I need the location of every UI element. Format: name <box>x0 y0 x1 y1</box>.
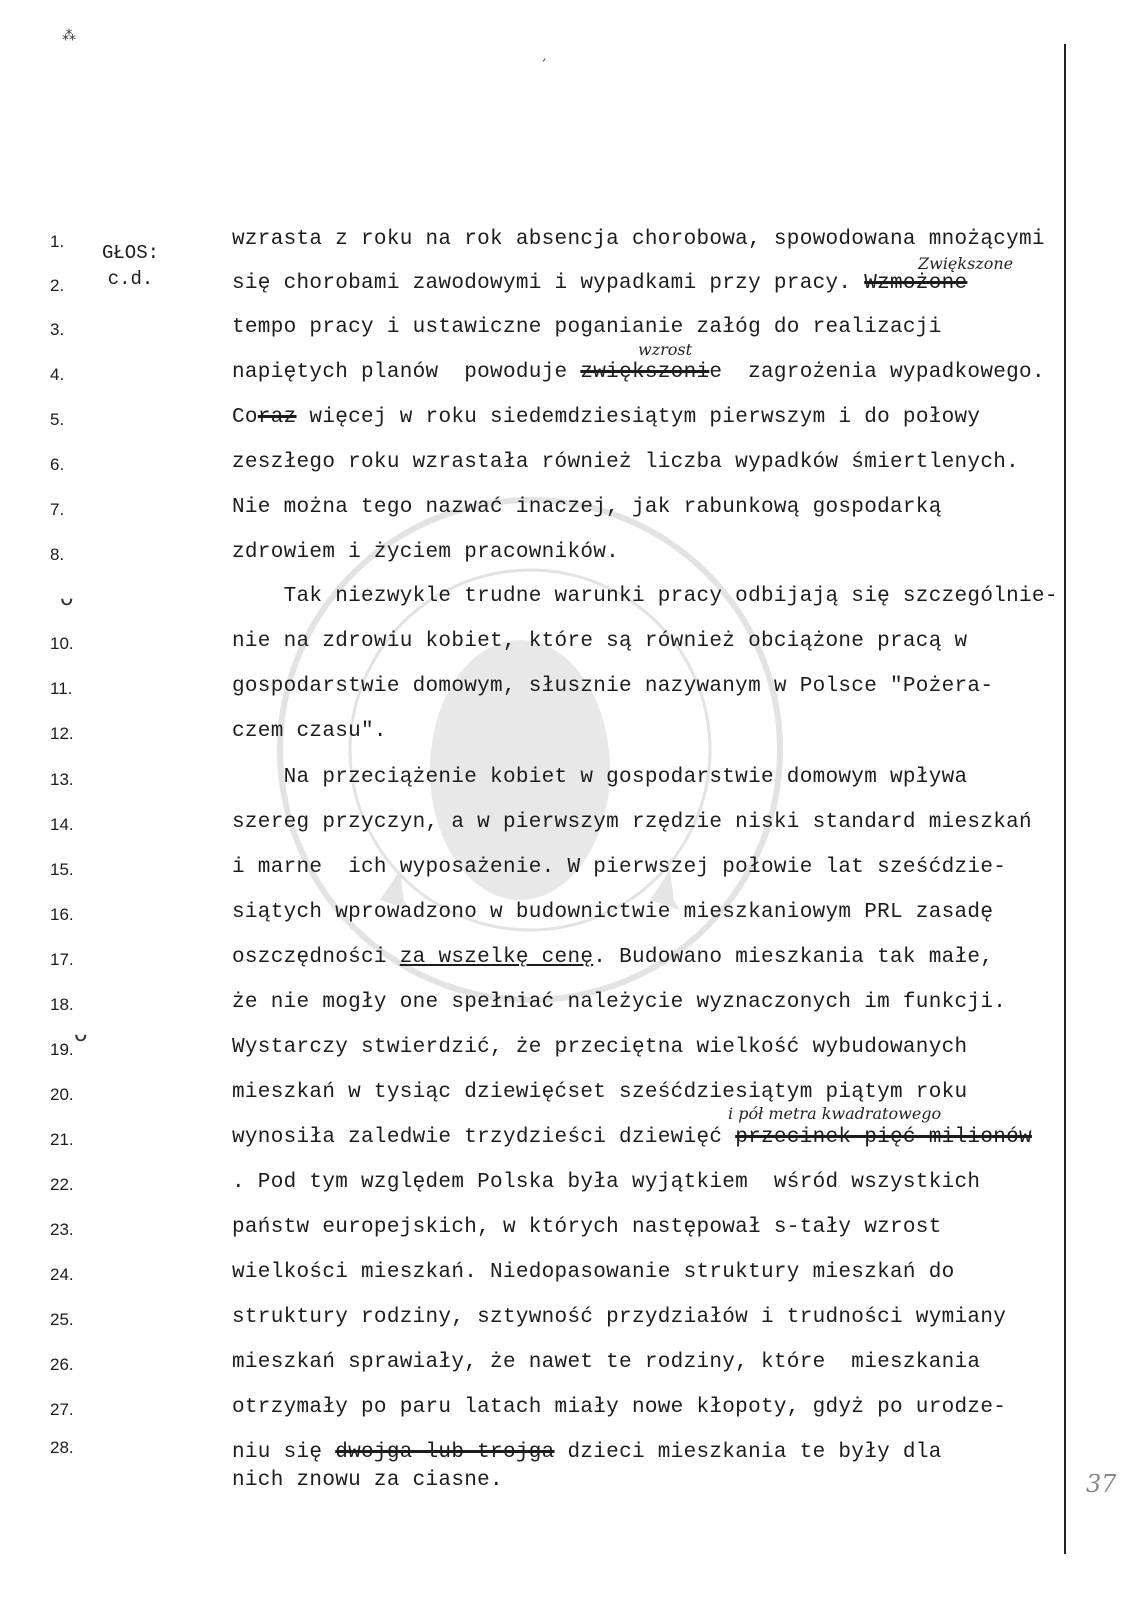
underlined-phrase: za wszelkę cenę <box>399 946 594 969</box>
text-line-7: Nie można tego nazwać inaczej, jak rabunkową gospodarką <box>232 496 942 519</box>
text-line-8: zdrowiem i życiem pracowników. <box>232 541 620 564</box>
scan-speck: ˏ <box>540 46 547 62</box>
text-line-21 <box>232 1126 1032 1149</box>
text-segment: więcej w roku siedemdziesiątym pierwszym i do połowy <box>296 406 981 429</box>
struck-phrase: dwojga lub trojga <box>335 1441 555 1464</box>
text-line-20: mieszkań w tysiąc dziewięćset sześćdziesiątym piątym roku <box>232 1081 968 1104</box>
text-segment: e zagrożenia wypadkowego. <box>709 361 1045 384</box>
line-number: 22. <box>50 1175 74 1194</box>
text-line-22: . Pod tym względem Polska była wyjątkiem wśród wszystkich <box>232 1171 981 1194</box>
line-number: 1. <box>50 232 65 251</box>
page-number: 37 <box>1086 1470 1117 1498</box>
text-line-12: czem czasu". <box>232 720 387 743</box>
text-line-24: wielkości mieszkań. Niedopasowanie struktury mieszkań do <box>232 1261 955 1284</box>
line-number: 14. <box>50 815 74 834</box>
line-number: 19. <box>50 1040 74 1059</box>
text-line-5 <box>232 406 980 429</box>
line-number: 18. <box>50 995 74 1014</box>
handwritten-insertion: Zwiększone <box>918 254 1014 273</box>
scan-speck: ⁂ <box>62 28 76 44</box>
text-line-25: struktury rodziny, sztywność przydziałów i trudności wymiany <box>232 1306 1007 1329</box>
text-segment: się chorobami zawodowymi i wypadkami przy pracy. <box>232 272 865 295</box>
line-number: 23. <box>50 1220 74 1239</box>
line-number: 12. <box>50 724 74 743</box>
line-number: 10. <box>50 634 74 653</box>
text-line-16: siątych wprowadzono w budownictwie mieszkaniowym PRL zasadę <box>232 901 994 924</box>
speaker-name: GŁOS: <box>102 242 160 264</box>
line-number: 11. <box>50 679 73 698</box>
line-number: 26. <box>50 1355 74 1374</box>
text-segment: . Budowano mieszkania tak małe, <box>593 946 994 969</box>
line-number: 6. <box>50 455 65 474</box>
line-number: 25. <box>50 1310 74 1329</box>
line-number: 13. <box>50 770 74 789</box>
speaker-label <box>102 240 159 292</box>
text-segment: Co <box>232 406 258 429</box>
line-number: 24. <box>50 1265 74 1284</box>
line-number: 15. <box>50 860 74 879</box>
text-line-13: Na przeciążenie kobiet w gospodarstwie domowym wpływa <box>232 766 968 789</box>
line-number: 27. <box>50 1400 74 1419</box>
handwritten-insertion: i pół metra kwadratowego <box>728 1104 942 1123</box>
line-number: 20. <box>50 1085 74 1104</box>
line-number: 2. <box>50 276 65 295</box>
right-margin-rule <box>1064 44 1066 1554</box>
struck-word: zwiększoni <box>580 361 710 384</box>
text-line-23: państw europejskich, w których następował s-tały wzrost <box>232 1216 942 1239</box>
text-line-11: gospodarstwie domowym, słusznie nazywanym w Polsce "Pożera- <box>232 675 994 698</box>
text-line-9: Tak niezwykle trudne warunki pracy odbijają się szczególnie- <box>232 585 1058 608</box>
text-line-4 <box>232 361 1045 384</box>
margin-mark: ᴗ <box>74 1022 88 1047</box>
text-segment: oszczędności <box>232 946 400 969</box>
line-number: 3. <box>50 320 65 339</box>
line-number: 8. <box>50 545 65 564</box>
text-line-17 <box>232 946 993 969</box>
line-number: 17. <box>50 950 74 969</box>
text-segment: dzieci mieszkania te były dla <box>554 1441 942 1464</box>
struck-phrase: przecinek pięć milionów <box>735 1126 1032 1149</box>
struck-word: Wzmożone <box>864 272 968 295</box>
struck-word: raz <box>257 406 297 429</box>
text-line-2 <box>232 272 967 295</box>
text-line-3: tempo pracy i ustawiczne poganianie załóg do realizacji <box>232 316 942 339</box>
line-number: 28. <box>50 1438 74 1457</box>
line-number: 7. <box>50 500 65 519</box>
line-number: 4. <box>50 365 65 384</box>
text-line-27: otrzymały po paru latach miały nowe kłopoty, gdyż po urodze- <box>232 1396 1007 1419</box>
text-line-10: nie na zdrowiu kobiet, które są również obciążone pracą w <box>232 630 968 653</box>
text-line-26: mieszkań sprawiały, że nawet te rodziny, które mieszkania <box>232 1351 981 1374</box>
handwritten-insertion: wzrost <box>638 340 693 359</box>
line-number: 16. <box>50 905 74 924</box>
text-line-28 <box>232 1441 942 1464</box>
margin-mark: ᴗ <box>60 586 74 611</box>
speaker-continuation: c.d. <box>107 268 154 290</box>
text-segment: napiętych planów powoduje <box>232 361 581 384</box>
line-number: 5. <box>50 410 65 429</box>
text-segment: wynosiła zaledwie trzydzieści dziewięć <box>232 1126 736 1149</box>
text-line-6: zeszłego roku wzrastała również liczba wypadków śmiertlenych. <box>232 451 1020 474</box>
text-segment: niu się <box>232 1441 336 1464</box>
line-number: 21. <box>50 1130 74 1149</box>
text-line-19: Wystarczy stwierdzić, że przeciętna wielkość wybudowanych <box>232 1036 968 1059</box>
text-line-18: że nie mogły one spełniać należycie wyznaczonych im funkcji. <box>232 991 1007 1014</box>
text-line-15: i marne ich wyposażenie. W pierwszej połowie lat sześćdzie- <box>232 856 1007 879</box>
text-line-29: nich znowu za ciasne. <box>232 1469 503 1492</box>
text-line-14: szereg przyczyn, a w pierwszym rzędzie niski standard mieszkań <box>232 811 1032 834</box>
text-line-1: wzrasta z roku na rok absencja chorobowa, spowodowana mnożącymi <box>232 228 1045 251</box>
